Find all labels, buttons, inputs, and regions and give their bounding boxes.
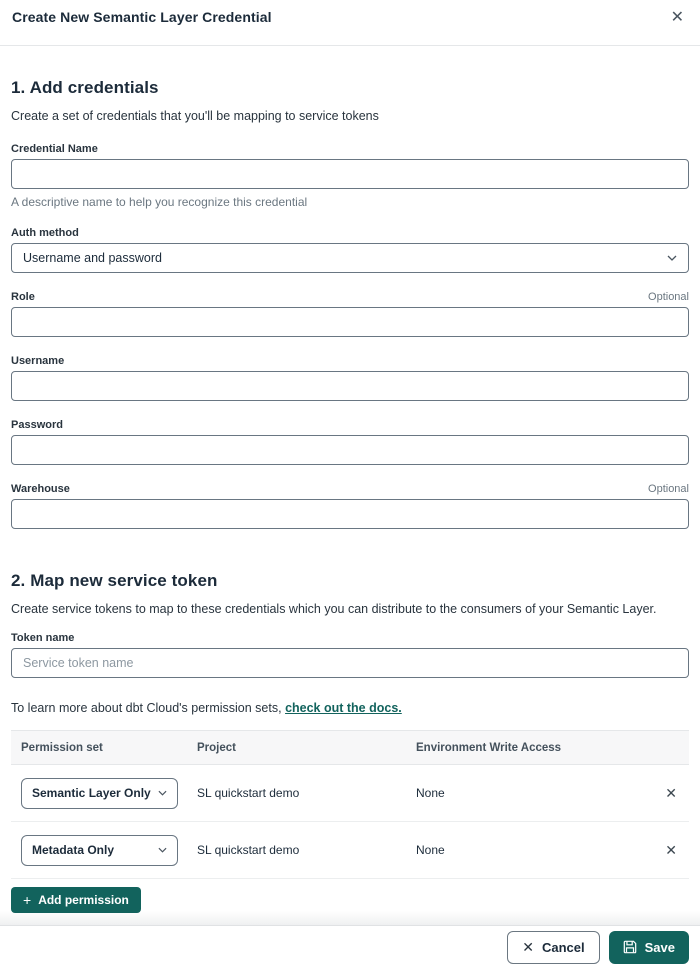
permission-set-selected-value: Semantic Layer Only [32,786,151,800]
credential-name-label: Credential Name [11,143,98,155]
permissions-table-header [11,730,689,765]
role-label: Role [11,291,35,303]
role-input[interactable] [11,307,689,337]
token-name-input[interactable] [11,648,689,678]
environment-write-access-cell: None [416,786,445,800]
footer-scroll-shadow [0,911,700,925]
credential-name-helper: A descriptive name to help you recognize this credential [11,195,308,209]
close-icon: ✕ [665,842,677,858]
credential-name-field-group [11,143,689,209]
environment-write-access-cell: None [416,843,445,857]
role-field-group [11,291,689,337]
credential-name-input[interactable] [11,159,689,189]
column-header-environment-write-access: Environment Write Access [416,741,562,754]
section1-description: Create a set of credentials that you'll be mapping to service tokens [11,109,379,123]
modal-close-button[interactable] [667,8,688,28]
plus-icon: + [23,892,32,908]
username-field-group [11,355,689,401]
remove-permission-button[interactable] [663,841,679,859]
chevron-down-icon [667,255,677,261]
auth-method-field-group [11,227,689,273]
password-label: Password [11,419,63,431]
remove-permission-button[interactable] [663,784,679,802]
cancel-button-label: Cancel [541,939,585,955]
permission-set-select[interactable] [21,835,178,866]
close-icon: ✕ [665,785,677,801]
column-header-project: Project [197,741,236,754]
chevron-down-icon [158,847,167,853]
role-optional-tag: Optional [648,291,689,303]
password-field-group [11,419,689,465]
token-name-label: Token name [11,632,75,644]
column-header-permission-set: Permission set [21,741,103,754]
modal-header [0,0,700,46]
save-disk-icon [623,940,637,954]
save-button[interactable] [609,931,689,964]
close-icon: ✕ [670,9,684,26]
save-button-label: Save [644,939,675,955]
docs-note-text: To learn more about dbt Cloud's permission sets, [11,701,286,715]
modal-footer [0,925,700,968]
warehouse-label: Warehouse [11,483,70,495]
modal-body [0,46,700,925]
table-row [11,822,689,879]
permission-set-select[interactable] [21,778,178,809]
permission-set-selected-value: Metadata Only [32,843,115,857]
username-label: Username [11,355,65,367]
add-permission-label: Add permission [38,893,129,907]
docs-note [11,701,689,715]
project-cell: SL quickstart demo [197,786,300,800]
docs-link[interactable]: check out the docs. [285,701,402,715]
table-row [11,765,689,822]
add-permission-button[interactable] [11,887,141,913]
warehouse-field-group [11,483,689,529]
section2-description: Create service tokens to map to these credentials which you can distribute to the consumers of your Semantic Layer. [11,602,657,616]
section1-heading: 1. Add credentials [11,78,159,97]
username-input[interactable] [11,371,689,401]
token-name-field-group [11,632,689,678]
warehouse-optional-tag: Optional [648,483,689,495]
password-input[interactable] [11,435,689,465]
auth-method-selected-value: Username and password [23,251,162,265]
project-cell: SL quickstart demo [197,843,300,857]
section-map-service-token [11,571,689,913]
permissions-table [11,730,689,879]
auth-method-label: Auth method [11,227,79,239]
chevron-down-icon [158,790,167,796]
section2-heading: 2. Map new service token [11,571,218,590]
modal-title: Create New Semantic Layer Credential [12,9,272,25]
warehouse-input[interactable] [11,499,689,529]
cancel-button[interactable] [507,931,599,964]
section-add-credentials [11,78,689,529]
close-icon: ✕ [522,938,534,955]
auth-method-select[interactable] [11,243,689,273]
